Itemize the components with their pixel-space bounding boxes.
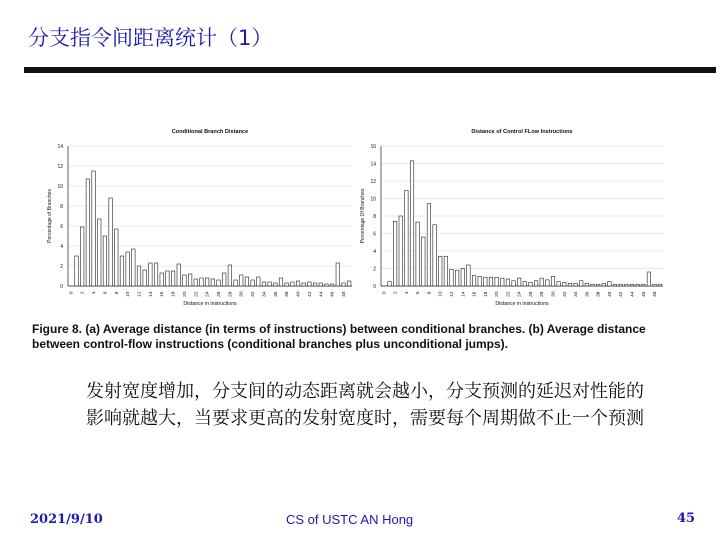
chart-bar bbox=[625, 284, 628, 286]
chart-bar bbox=[568, 283, 571, 286]
x-tick-label: 10 bbox=[126, 291, 132, 297]
chart-bar bbox=[126, 252, 130, 286]
chart-bar bbox=[120, 256, 124, 286]
figure-charts bbox=[30, 122, 690, 354]
chart-bar bbox=[347, 281, 351, 286]
x-tick-label: 12 bbox=[450, 291, 455, 297]
chart-bar bbox=[97, 219, 101, 286]
chart-bar bbox=[444, 256, 447, 286]
chart-bar bbox=[154, 263, 158, 286]
y-axis-label: Percentage of Branches bbox=[47, 189, 53, 243]
x-tick-label: 22 bbox=[194, 291, 200, 297]
chart-bar bbox=[546, 280, 549, 286]
chart-bar bbox=[251, 280, 255, 286]
chart-bar bbox=[393, 221, 396, 286]
chart-bar bbox=[92, 171, 96, 286]
x-tick-label: 24 bbox=[517, 291, 523, 297]
x-tick-label: 32 bbox=[562, 291, 568, 297]
chart-bar bbox=[433, 225, 436, 286]
chart-bar bbox=[579, 281, 582, 286]
chart-bar bbox=[517, 278, 520, 286]
x-tick-label: 36 bbox=[585, 291, 591, 297]
chart-bar bbox=[438, 256, 441, 286]
chart-bar bbox=[336, 263, 340, 286]
x-tick-label: 32 bbox=[251, 291, 257, 297]
chart-bar bbox=[103, 236, 107, 286]
chart-bar bbox=[557, 282, 560, 286]
y-tick-label: 6 bbox=[373, 231, 376, 238]
x-tick-label: 18 bbox=[171, 291, 177, 297]
chart-bar bbox=[523, 282, 526, 286]
x-tick-label: 6 bbox=[103, 291, 109, 295]
x-tick-label: 42 bbox=[619, 291, 625, 297]
chart-bar bbox=[239, 275, 243, 286]
chart-bar bbox=[268, 282, 272, 286]
x-axis-label: Distance in instructions bbox=[183, 301, 237, 307]
x-tick-label: 48 bbox=[653, 291, 659, 297]
x-tick-label: 14 bbox=[461, 291, 467, 297]
chart-bar bbox=[455, 270, 458, 286]
x-tick-label: 46 bbox=[330, 291, 336, 297]
y-tick-label: 8 bbox=[60, 203, 63, 210]
chart-bar bbox=[200, 278, 204, 286]
figure-caption: Figure 8. (a) Average distance (in terms of instructions) between conditional branches. (b) Average distance between control-flow instructions (conditional branches plus unconditional jumps). bbox=[32, 322, 646, 351]
x-tick-label: 2 bbox=[393, 291, 399, 295]
chart-bar bbox=[467, 265, 470, 286]
chart-bar bbox=[416, 222, 419, 286]
chart-bar bbox=[166, 271, 170, 286]
chart-bar bbox=[115, 229, 119, 286]
chart-bar bbox=[484, 277, 487, 286]
x-tick-label: 8 bbox=[427, 291, 433, 295]
chart-title: Conditional Branch Distance bbox=[171, 129, 249, 135]
x-tick-label: 0 bbox=[382, 291, 388, 295]
x-axis-label: Distance in instructions bbox=[495, 301, 549, 307]
x-tick-label: 18 bbox=[483, 291, 489, 297]
y-tick-label: 2 bbox=[60, 263, 63, 270]
y-tick-label: 8 bbox=[373, 213, 376, 220]
x-tick-label: 44 bbox=[630, 291, 636, 297]
footer-date: 2021/9/10 bbox=[30, 512, 103, 527]
chart-bar bbox=[285, 283, 289, 286]
x-tick-label: 2 bbox=[80, 291, 86, 295]
body-paragraph: 发射宽度增加，分支间的动态距离就会越小，分支预测的延迟对性能的影响就越大，当要求更高的发射宽度时，需要每个周期做不止一个预测 bbox=[86, 381, 644, 429]
x-tick-label: 36 bbox=[273, 291, 279, 297]
y-tick-label: 14 bbox=[370, 161, 376, 168]
chart-bar bbox=[234, 280, 238, 286]
chart-bar bbox=[86, 179, 90, 286]
chart-bar bbox=[228, 265, 232, 286]
chart-bar bbox=[422, 237, 425, 286]
chart-bar bbox=[132, 249, 136, 286]
chart-bar bbox=[540, 278, 543, 286]
chart-bar bbox=[478, 276, 481, 286]
x-tick-label: 38 bbox=[285, 291, 291, 297]
x-tick-label: 40 bbox=[296, 291, 302, 297]
chart-control-flow-distance bbox=[360, 129, 663, 307]
chart-bar bbox=[177, 264, 181, 286]
chart-bar bbox=[591, 284, 594, 286]
chart-bar bbox=[642, 284, 645, 286]
x-tick-label: 20 bbox=[495, 291, 501, 297]
chart-title: Distance of Control FLow Instructions bbox=[471, 129, 573, 135]
chart-bar bbox=[551, 276, 554, 286]
x-tick-label: 38 bbox=[596, 291, 602, 297]
chart-bar bbox=[313, 283, 317, 286]
x-tick-label: 40 bbox=[607, 291, 613, 297]
chart-bar bbox=[171, 271, 175, 286]
y-tick-label: 16 bbox=[370, 143, 376, 150]
chart-bar bbox=[205, 278, 209, 286]
x-tick-label: 28 bbox=[228, 291, 234, 297]
chart-bar bbox=[602, 283, 605, 286]
chart-bar bbox=[302, 283, 306, 286]
chart-conditional-branch-distance bbox=[47, 129, 352, 307]
chart-bar bbox=[608, 282, 611, 286]
x-tick-label: 14 bbox=[148, 291, 154, 297]
chart-bar bbox=[75, 256, 79, 286]
chart-bar bbox=[630, 284, 633, 286]
chart-bar bbox=[245, 277, 249, 286]
y-tick-label: 0 bbox=[60, 283, 63, 290]
y-tick-label: 14 bbox=[57, 143, 63, 150]
chart-bar bbox=[188, 274, 192, 286]
chart-bar bbox=[461, 269, 464, 287]
chart-bar bbox=[472, 276, 475, 287]
chart-bar bbox=[183, 275, 187, 286]
x-tick-label: 12 bbox=[137, 291, 143, 297]
x-tick-label: 34 bbox=[262, 291, 268, 297]
y-tick-label: 2 bbox=[373, 266, 376, 273]
chart-bar bbox=[427, 204, 430, 286]
chart-bar bbox=[658, 284, 661, 286]
x-tick-label: 30 bbox=[551, 291, 557, 297]
chart-bar bbox=[296, 281, 300, 286]
chart-bar bbox=[274, 283, 278, 286]
x-tick-label: 46 bbox=[641, 291, 647, 297]
chart-bar bbox=[262, 282, 266, 286]
chart-bar bbox=[109, 198, 113, 286]
chart-bar bbox=[194, 279, 198, 286]
footer-course: CS of USTC AN Hong bbox=[286, 512, 414, 527]
y-axis-label: Percentage Of Branches bbox=[360, 188, 366, 244]
chart-bar bbox=[489, 277, 492, 286]
y-tick-label: 12 bbox=[370, 178, 376, 185]
x-tick-label: 28 bbox=[540, 291, 546, 297]
y-tick-label: 4 bbox=[373, 248, 376, 255]
chart-bar bbox=[653, 284, 656, 286]
chart-bar bbox=[388, 282, 391, 286]
y-tick-label: 12 bbox=[57, 163, 63, 170]
x-tick-label: 4 bbox=[404, 291, 410, 295]
x-tick-label: 24 bbox=[205, 291, 211, 297]
chart-bar bbox=[529, 283, 532, 287]
x-tick-label: 0 bbox=[69, 291, 75, 295]
x-tick-label: 8 bbox=[114, 291, 120, 295]
chart-bar bbox=[291, 282, 295, 286]
x-tick-label: 10 bbox=[438, 291, 444, 297]
x-tick-label: 20 bbox=[182, 291, 188, 297]
x-tick-label: 48 bbox=[341, 291, 347, 297]
x-tick-label: 44 bbox=[319, 291, 325, 297]
chart-bar bbox=[308, 282, 312, 286]
x-tick-label: 16 bbox=[472, 291, 478, 297]
y-tick-label: 10 bbox=[57, 183, 63, 190]
chart-bar bbox=[399, 216, 402, 286]
chart-bar bbox=[495, 277, 498, 286]
chart-bar bbox=[325, 284, 329, 286]
chart-bar bbox=[342, 283, 346, 286]
chart-bar bbox=[211, 279, 215, 286]
chart-bar bbox=[619, 284, 622, 286]
chart-bar bbox=[279, 278, 283, 286]
chart-bar bbox=[636, 284, 639, 286]
chart-bar bbox=[330, 284, 334, 286]
chart-bar bbox=[257, 277, 261, 286]
slide-title: 分支指令间距离统计（1） bbox=[28, 26, 273, 50]
x-tick-label: 4 bbox=[92, 291, 98, 295]
chart-bar bbox=[613, 284, 616, 286]
chart-bar bbox=[501, 278, 504, 286]
chart-bar bbox=[405, 191, 408, 286]
chart-bar bbox=[319, 283, 323, 286]
x-tick-label: 22 bbox=[506, 291, 512, 297]
chart-bar bbox=[574, 283, 577, 286]
y-tick-label: 10 bbox=[370, 196, 376, 203]
chart-bar bbox=[149, 263, 153, 286]
chart-bar bbox=[585, 283, 588, 286]
chart-bar bbox=[160, 273, 164, 286]
chart-bar bbox=[217, 280, 221, 286]
x-tick-label: 42 bbox=[307, 291, 313, 297]
chart-bar bbox=[450, 269, 453, 286]
chart-bar bbox=[137, 266, 141, 286]
chart-bar bbox=[506, 279, 509, 286]
chart-bar bbox=[512, 281, 515, 286]
x-tick-label: 6 bbox=[416, 291, 422, 295]
x-tick-label: 26 bbox=[217, 291, 223, 297]
chart-bar bbox=[222, 273, 226, 286]
page-number: 45 bbox=[677, 511, 696, 526]
chart-bar bbox=[563, 283, 566, 287]
chart-bar bbox=[534, 281, 537, 286]
y-tick-label: 4 bbox=[60, 243, 63, 250]
chart-bar bbox=[647, 272, 650, 286]
title-rule bbox=[24, 67, 716, 73]
x-tick-label: 34 bbox=[574, 291, 580, 297]
x-tick-label: 26 bbox=[528, 291, 534, 297]
chart-bar bbox=[410, 161, 413, 286]
x-tick-label: 30 bbox=[239, 291, 245, 297]
y-tick-label: 0 bbox=[373, 283, 376, 290]
chart-bar bbox=[80, 227, 84, 286]
chart-bar bbox=[596, 284, 599, 286]
y-tick-label: 6 bbox=[60, 223, 63, 230]
x-tick-label: 16 bbox=[160, 291, 166, 297]
chart-bar bbox=[143, 270, 147, 286]
